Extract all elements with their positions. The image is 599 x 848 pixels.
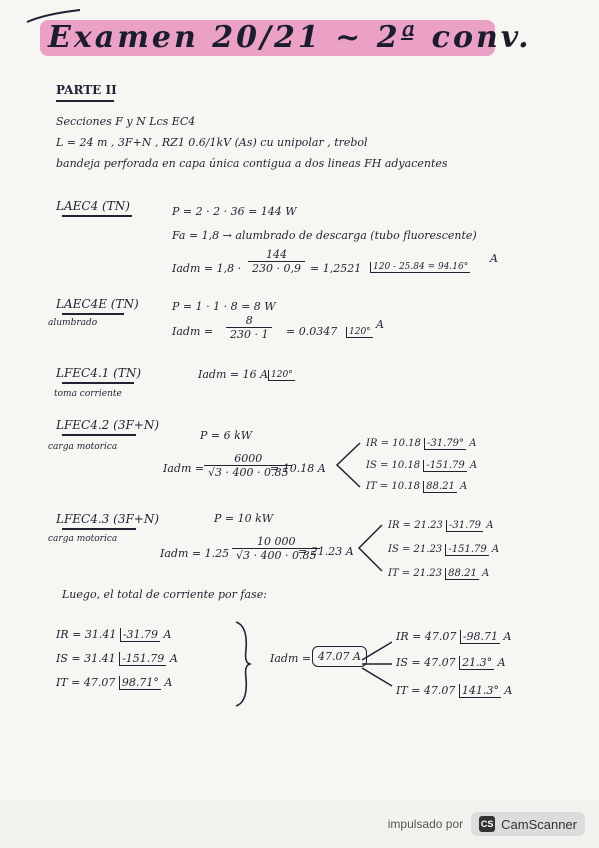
laec4-frac-den: 230 · 0,9 bbox=[252, 262, 301, 275]
lfec42-frac-num: 6000 bbox=[204, 452, 292, 466]
camscanner-badge[interactable] bbox=[471, 812, 585, 836]
laec4e-angle: 120° bbox=[346, 327, 373, 337]
laec4e-sub: alumbrado bbox=[48, 318, 98, 328]
camscanner-brand: CamScanner bbox=[501, 816, 577, 832]
lfec43-current-result: = 21.23 A bbox=[298, 545, 354, 558]
lfec42-phase-s: IS = 10.18 -151.79 A bbox=[366, 460, 478, 471]
laec4-angle: 120 - 25.84 = 94.16° bbox=[370, 262, 470, 272]
laec4-underline bbox=[62, 215, 132, 217]
laec4e-underline bbox=[62, 313, 124, 315]
total-brace bbox=[232, 620, 254, 708]
total-right-t: IT = 47.07 141.3° A bbox=[396, 684, 513, 697]
lfec41-current: Iadm = 16 A bbox=[198, 368, 269, 381]
total-left-s: IS = 31.41 -151.79 A bbox=[56, 652, 178, 665]
total-left-t: IT = 47.07 98.71° A bbox=[56, 676, 173, 689]
laec4e-fraction bbox=[226, 314, 272, 341]
laec4e-frac-num: 8 bbox=[226, 314, 272, 328]
laec4-unit: A bbox=[490, 252, 498, 265]
lfec43-branch bbox=[356, 522, 384, 574]
lfec43-label: LFEC4.3 (3F+N) bbox=[56, 512, 160, 526]
lfec42-phase-r: IR = 10.18 -31.79° A bbox=[366, 438, 477, 449]
lfec43-underline bbox=[62, 528, 136, 530]
total-left-r: IR = 31.41 -31.79 A bbox=[56, 628, 172, 641]
lfec43-sub: carga motorica bbox=[48, 534, 118, 544]
lfec43-power: P = 10 kW bbox=[214, 512, 274, 525]
laec4-current-prefix: Iadm = 1,8 · bbox=[172, 262, 242, 275]
lfec42-underline bbox=[62, 434, 136, 436]
laec4-frac-num: 144 bbox=[248, 248, 305, 262]
total-right-r: IR = 47.07 -98.71 A bbox=[396, 630, 512, 643]
laec4-fa: Fa = 1,8 → alumbrado de descarga (tubo fluorescente) bbox=[172, 229, 477, 242]
intro-line-2: L = 24 m , 3F+N , RZ1 0.6/1kV (As) cu unipolar , trebol bbox=[56, 136, 368, 149]
powered-by-text: impulsado por bbox=[387, 817, 464, 831]
intro-line-3: bandeja perforada en capa única contigua a dos lineas FH adyacentes bbox=[56, 157, 448, 170]
lfec42-label: LFEC4.2 (3F+N) bbox=[56, 418, 160, 432]
lfec42-phase-t: IT = 10.18 88.21 A bbox=[366, 481, 468, 492]
part-heading: PARTE II bbox=[56, 83, 117, 97]
lfec43-current-prefix: Iadm = 1.25 bbox=[160, 547, 230, 560]
total-arrows bbox=[360, 638, 396, 690]
part-underline bbox=[56, 100, 114, 102]
lfec43-frac-num: 10 000 bbox=[232, 535, 320, 549]
laec4e-current-result: = 0.0347 bbox=[286, 325, 338, 338]
lfec43-frac-den: √3 · 400 · 0.85 bbox=[236, 549, 317, 562]
total-right-s: IS = 47.07 21.3° A bbox=[396, 656, 506, 669]
lfec42-current-result: = 10.18 A bbox=[270, 462, 326, 475]
laec4e-unit: A bbox=[376, 318, 384, 331]
laec4-fraction bbox=[248, 248, 305, 275]
camscanner-icon: CS bbox=[479, 816, 495, 832]
camscanner-footer bbox=[388, 812, 585, 836]
lfec41-sub: toma corriente bbox=[54, 389, 122, 399]
total-center-box: 47.07 A bbox=[312, 646, 367, 667]
lfec43-phase-s: IS = 21.23 -151.79 A bbox=[388, 544, 500, 555]
laec4e-label: LAEC4E (TN) bbox=[56, 297, 139, 311]
laec4e-frac-den: 230 · 1 bbox=[230, 328, 269, 341]
laec4e-power: P = 1 · 1 · 8 = 8 W bbox=[172, 300, 276, 313]
lfec42-branch bbox=[334, 440, 362, 490]
lfec42-sub: carga motorica bbox=[48, 442, 118, 452]
lfec43-phase-r: IR = 21.23 -31.79 A bbox=[388, 520, 494, 531]
laec4-current-result: = 1,2521 bbox=[310, 262, 362, 275]
page-title: Examen 20/21 ~ 2ª conv. bbox=[48, 20, 532, 55]
lfec41-angle: 120° bbox=[268, 370, 295, 380]
intro-line-1: Secciones F y N Lcs EC4 bbox=[56, 115, 196, 128]
laec4-power: P = 2 · 2 · 36 = 144 W bbox=[172, 205, 297, 218]
pen-stroke bbox=[25, 6, 85, 26]
total-center-label: Iadm = bbox=[270, 652, 312, 665]
lfec41-underline bbox=[62, 382, 134, 384]
total-heading: Luego, el total de corriente por fase: bbox=[62, 588, 267, 601]
laec4e-current-prefix: Iadm = bbox=[172, 325, 214, 338]
lfec41-label: LFEC4.1 (TN) bbox=[56, 366, 142, 380]
lfec42-power: P = 6 kW bbox=[200, 429, 253, 442]
laec4-label: LAEC4 (TN) bbox=[56, 199, 130, 213]
lfec43-phase-t: IT = 21.23 88.21 A bbox=[388, 568, 490, 579]
lfec42-frac-den: √3 · 400 · 0.85 bbox=[208, 466, 289, 479]
lfec42-current-prefix: Iadm = bbox=[163, 462, 205, 475]
